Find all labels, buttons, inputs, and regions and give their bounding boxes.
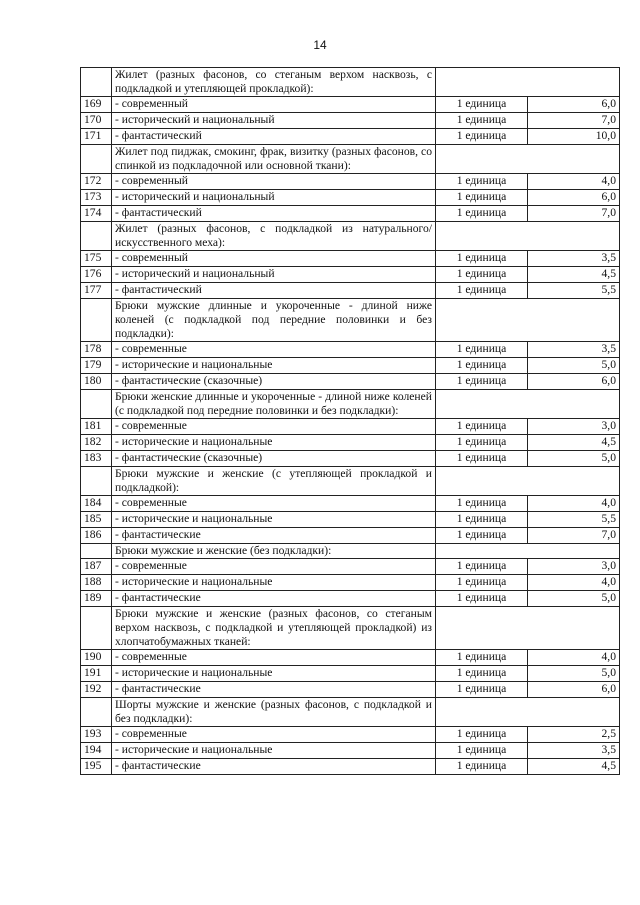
table-row bbox=[81, 129, 620, 145]
row-number: 185 bbox=[81, 512, 112, 528]
table-row bbox=[81, 559, 620, 575]
group-heading: Жилет (разных фасонов, с подкладкой из натурального/искусственного меха): bbox=[112, 222, 436, 251]
empty-number-cell bbox=[81, 467, 112, 496]
group-heading: Брюки женские длинные и укороченные - длиной ниже коленей (с подкладкой под передние половинки и без подкладки): bbox=[112, 390, 436, 419]
table-row bbox=[81, 206, 620, 222]
item-unit: 1 единица bbox=[436, 129, 528, 145]
item-value: 4,0 bbox=[528, 650, 620, 666]
table-row bbox=[81, 512, 620, 528]
row-number: 178 bbox=[81, 342, 112, 358]
row-number: 180 bbox=[81, 374, 112, 390]
item-unit: 1 единица bbox=[436, 512, 528, 528]
item-name: - исторические и национальные bbox=[112, 743, 436, 759]
empty-number-cell bbox=[81, 145, 112, 174]
item-name: - современные bbox=[112, 727, 436, 743]
table-row bbox=[81, 743, 620, 759]
item-name: - современный bbox=[112, 97, 436, 113]
group-heading-row bbox=[81, 299, 620, 342]
empty-value-cell bbox=[436, 145, 620, 174]
table-row bbox=[81, 358, 620, 374]
empty-number-cell bbox=[81, 698, 112, 727]
table-row bbox=[81, 190, 620, 206]
row-number: 170 bbox=[81, 113, 112, 129]
group-heading: Брюки мужские и женские (с утепляющей прокладкой и подкладкой): bbox=[112, 467, 436, 496]
empty-value-cell bbox=[436, 467, 620, 496]
table-row bbox=[81, 419, 620, 435]
item-unit: 1 единица bbox=[436, 666, 528, 682]
table-row bbox=[81, 283, 620, 299]
item-value: 4,0 bbox=[528, 174, 620, 190]
item-value: 6,0 bbox=[528, 97, 620, 113]
item-value: 3,5 bbox=[528, 251, 620, 267]
item-name: - исторические и национальные bbox=[112, 358, 436, 374]
row-number: 189 bbox=[81, 591, 112, 607]
item-value: 3,0 bbox=[528, 559, 620, 575]
item-name: - современные bbox=[112, 419, 436, 435]
item-unit: 1 единица bbox=[436, 251, 528, 267]
item-name: - фантастические bbox=[112, 528, 436, 544]
table-row bbox=[81, 496, 620, 512]
group-heading-row bbox=[81, 467, 620, 496]
item-unit: 1 единица bbox=[436, 575, 528, 591]
group-heading: Брюки мужские и женские (разных фасонов, со стеганым верхом насквозь, с подкладкой и утепляющей прокладкой) из хлопчатобумажных тканей: bbox=[112, 607, 436, 650]
group-heading: Брюки мужские длинные и укороченные - длиной ниже коленей (с подкладкой под передние половинки и без подкладки): bbox=[112, 299, 436, 342]
table-row bbox=[81, 342, 620, 358]
empty-value-cell bbox=[436, 607, 620, 650]
item-unit: 1 единица bbox=[436, 591, 528, 607]
item-name: - исторические и национальные bbox=[112, 575, 436, 591]
item-name: - современные bbox=[112, 559, 436, 575]
row-number: 175 bbox=[81, 251, 112, 267]
item-unit: 1 единица bbox=[436, 419, 528, 435]
group-heading-row bbox=[81, 390, 620, 419]
item-value: 7,0 bbox=[528, 206, 620, 222]
empty-value-cell bbox=[436, 299, 620, 342]
item-value: 6,0 bbox=[528, 374, 620, 390]
item-unit: 1 единица bbox=[436, 206, 528, 222]
row-number: 174 bbox=[81, 206, 112, 222]
item-value: 2,5 bbox=[528, 727, 620, 743]
item-unit: 1 единица bbox=[436, 97, 528, 113]
item-name: - исторический и национальный bbox=[112, 190, 436, 206]
item-value: 7,0 bbox=[528, 528, 620, 544]
group-heading-row bbox=[81, 607, 620, 650]
row-number: 190 bbox=[81, 650, 112, 666]
row-number: 188 bbox=[81, 575, 112, 591]
item-value: 4,0 bbox=[528, 496, 620, 512]
table-row bbox=[81, 113, 620, 129]
table-row bbox=[81, 591, 620, 607]
empty-number-cell bbox=[81, 299, 112, 342]
item-value: 4,5 bbox=[528, 759, 620, 775]
item-name: - современный bbox=[112, 174, 436, 190]
item-unit: 1 единица bbox=[436, 190, 528, 206]
row-number: 187 bbox=[81, 559, 112, 575]
item-name: - фантастические bbox=[112, 591, 436, 607]
table-row bbox=[81, 451, 620, 467]
item-unit: 1 единица bbox=[436, 435, 528, 451]
item-value: 5,0 bbox=[528, 591, 620, 607]
table-row bbox=[81, 682, 620, 698]
row-number: 176 bbox=[81, 267, 112, 283]
row-number: 194 bbox=[81, 743, 112, 759]
item-unit: 1 единица bbox=[436, 174, 528, 190]
table-row bbox=[81, 435, 620, 451]
empty-value-cell bbox=[436, 698, 620, 727]
table-row bbox=[81, 650, 620, 666]
group-heading-row bbox=[81, 698, 620, 727]
item-name: - фантастический bbox=[112, 129, 436, 145]
page-number: 14 bbox=[313, 38, 327, 52]
item-name: - исторический и национальный bbox=[112, 267, 436, 283]
item-name: - фантастические bbox=[112, 682, 436, 698]
empty-value-cell bbox=[436, 544, 620, 559]
item-unit: 1 единица bbox=[436, 267, 528, 283]
row-number: 177 bbox=[81, 283, 112, 299]
row-number: 195 bbox=[81, 759, 112, 775]
item-value: 5,5 bbox=[528, 283, 620, 299]
group-heading-row bbox=[81, 145, 620, 174]
row-number: 193 bbox=[81, 727, 112, 743]
item-name: - фантастические (сказочные) bbox=[112, 374, 436, 390]
group-heading-row bbox=[81, 68, 620, 97]
item-name: - фантастический bbox=[112, 206, 436, 222]
item-value: 5,0 bbox=[528, 451, 620, 467]
empty-value-cell bbox=[436, 68, 620, 97]
item-value: 4,5 bbox=[528, 267, 620, 283]
row-number: 172 bbox=[81, 174, 112, 190]
row-number: 186 bbox=[81, 528, 112, 544]
item-value: 5,0 bbox=[528, 358, 620, 374]
group-heading: Шорты мужские и женские (разных фасонов, с подкладкой и без подкладки): bbox=[112, 698, 436, 727]
item-name: - фантастические bbox=[112, 759, 436, 775]
table-row bbox=[81, 666, 620, 682]
item-unit: 1 единица bbox=[436, 650, 528, 666]
row-number: 173 bbox=[81, 190, 112, 206]
row-number: 184 bbox=[81, 496, 112, 512]
item-value: 5,0 bbox=[528, 666, 620, 682]
item-unit: 1 единица bbox=[436, 283, 528, 299]
table-row bbox=[81, 528, 620, 544]
item-name: - современные bbox=[112, 342, 436, 358]
table-row bbox=[81, 374, 620, 390]
table-row bbox=[81, 727, 620, 743]
norms-table-body bbox=[81, 68, 620, 775]
row-number: 192 bbox=[81, 682, 112, 698]
empty-number-cell bbox=[81, 222, 112, 251]
table-row bbox=[81, 267, 620, 283]
item-value: 5,5 bbox=[528, 512, 620, 528]
item-unit: 1 единица bbox=[436, 451, 528, 467]
item-name: - исторический и национальный bbox=[112, 113, 436, 129]
empty-number-cell bbox=[81, 390, 112, 419]
table-row bbox=[81, 575, 620, 591]
item-name: - фантастический bbox=[112, 283, 436, 299]
empty-number-cell bbox=[81, 544, 112, 559]
item-unit: 1 единица bbox=[436, 743, 528, 759]
group-heading-row bbox=[81, 222, 620, 251]
group-heading: Жилет под пиджак, смокинг, фрак, визитку (разных фасонов, со спинкой из подкладочной или основной ткани): bbox=[112, 145, 436, 174]
item-value: 3,0 bbox=[528, 419, 620, 435]
table-row bbox=[81, 251, 620, 267]
item-unit: 1 единица bbox=[436, 528, 528, 544]
item-value: 3,5 bbox=[528, 743, 620, 759]
item-unit: 1 единица bbox=[436, 559, 528, 575]
empty-number-cell bbox=[81, 607, 112, 650]
item-unit: 1 единица bbox=[436, 358, 528, 374]
item-name: - исторические и национальные bbox=[112, 512, 436, 528]
item-name: - современные bbox=[112, 496, 436, 512]
item-name: - фантастические (сказочные) bbox=[112, 451, 436, 467]
row-number: 182 bbox=[81, 435, 112, 451]
item-unit: 1 единица bbox=[436, 759, 528, 775]
item-value: 10,0 bbox=[528, 129, 620, 145]
group-heading: Брюки мужские и женские (без подкладки): bbox=[112, 544, 436, 559]
empty-value-cell bbox=[436, 222, 620, 251]
item-unit: 1 единица bbox=[436, 342, 528, 358]
item-value: 6,0 bbox=[528, 190, 620, 206]
item-unit: 1 единица bbox=[436, 374, 528, 390]
row-number: 181 bbox=[81, 419, 112, 435]
empty-number-cell bbox=[81, 68, 112, 97]
norms-table bbox=[80, 67, 620, 775]
table-row bbox=[81, 97, 620, 113]
item-value: 4,0 bbox=[528, 575, 620, 591]
item-value: 3,5 bbox=[528, 342, 620, 358]
group-heading-row bbox=[81, 544, 620, 559]
item-value: 7,0 bbox=[528, 113, 620, 129]
row-number: 179 bbox=[81, 358, 112, 374]
row-number: 169 bbox=[81, 97, 112, 113]
item-name: - исторические и национальные bbox=[112, 435, 436, 451]
item-unit: 1 единица bbox=[436, 113, 528, 129]
item-unit: 1 единица bbox=[436, 496, 528, 512]
item-unit: 1 единица bbox=[436, 682, 528, 698]
item-name: - современные bbox=[112, 650, 436, 666]
table-row bbox=[81, 759, 620, 775]
row-number: 191 bbox=[81, 666, 112, 682]
empty-value-cell bbox=[436, 390, 620, 419]
table-row bbox=[81, 174, 620, 190]
row-number: 183 bbox=[81, 451, 112, 467]
row-number: 171 bbox=[81, 129, 112, 145]
item-name: - современный bbox=[112, 251, 436, 267]
item-name: - исторические и национальные bbox=[112, 666, 436, 682]
item-value: 6,0 bbox=[528, 682, 620, 698]
item-value: 4,5 bbox=[528, 435, 620, 451]
item-unit: 1 единица bbox=[436, 727, 528, 743]
group-heading: Жилет (разных фасонов, со стеганым верхом насквозь, с подкладкой и утепляющей прокладкой): bbox=[112, 68, 436, 97]
